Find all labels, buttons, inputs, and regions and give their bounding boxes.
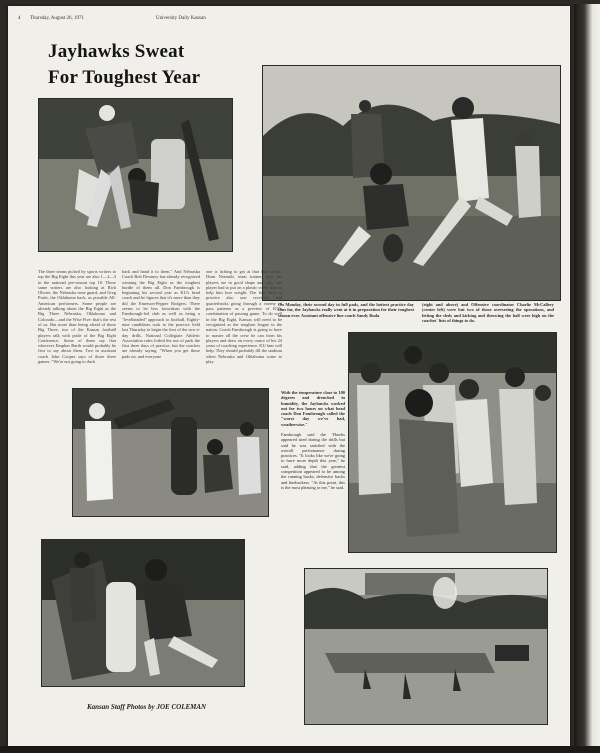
story-column-3: one is itching to get at that first tackle. Dean Nesmith, team trainer, says the players are in good shape and only one player had to put on a plastic sweat shirt to help him lose weight. The first days of practice also saw receivers and quarterbacks going through a variety of pass patterns as a preview of KU's combination of passing game. To do well in the Big Eight, Kansas will need to be recognized as the toughest league in the nation. Coach Fambrough is going to have to master all the crew he can from his players and draw on every ounce of his 24 years of coaching experience. KU fans will help. They should probably fill the stadium when Nebraska and Oklahoma come to play.: [206, 269, 282, 365]
headline: [48, 39, 258, 91]
photo-credit: Kansan Staff Photos by JOE COLEMAN: [87, 703, 207, 711]
blocking-sled-drill-photo: [38, 98, 233, 252]
issue-date: Thursday, August 26, 1971: [30, 16, 84, 21]
headline-line-1: Jayhawks Sweat: [48, 41, 185, 62]
caption-middle-lead: With the temperature close to 100 degrees and drenched in humidity, the Jayhawks worked out for two hours on what head coach Don Fambrough called the "worst day we've had, weatherwise.": [281, 390, 345, 427]
headline-line-2: For Toughest Year: [48, 67, 201, 88]
story-column-1: The three teams picked by sports writers to top the Big Eight this year are also 1—2—3 in the national pre-season top 10. These same writers are also looking at Rich Olivier, the Nebraska nose guard, and Greg Pruitt, the Oklahoma back, as possible All-American performers. Some people are already talking about the Big Eight as the Big Three Nebraska, Oklahoma and Colorado—and the Wise Five: that's the rest of us. But more than being afraid of these Big Three, two of the Kansas football players talk with pride of the Big Eight Conference. Some of them say that wherever Emphas Barth would probably be first to say about them. Two in assistant coach John Cooper says of those three games: "We're not going to duck: [38, 269, 116, 365]
tackling-dummy-drill-photo: [72, 388, 269, 517]
masthead-name: University Daily Kansan: [156, 16, 206, 21]
caption-top-left: On Monday, their second day in full pads, and the hottest practice day thus far, the Jayhawks really went at it in preparation for their toughest season ever. Assistant offensive line coach Sandy Buda: [278, 302, 414, 318]
blocking-machine-photo: [41, 539, 245, 687]
scan-bottom-edge: [0, 746, 600, 753]
story-column-2: back and hand it to them." And Nebraska Coach Bob Devaney has already recognized winning the Big Eight as the toughest hurdle of them all. Don Fambrough is beginning his second year as KU's head coach and he figures that it's more than they did the Emerson-Pepper Rodgers. There seems to be less favoritism with the Fambrough-led club as well as being a "levelheaded" approach to football. Eighty-nine candidates took to the practice field last Thursday to begin the first of the two-a-day drills. National Collegiate Athletic Association rules forbid the use of pads the first three days of practice, but the coaches are already saying, "When you get those pads on, and everyone: [122, 269, 200, 359]
caption-middle-body: Fambrough said the 'Hawks appeared tired during the drills but said he was satisfied with the overall performance during practices. "It looks like we're going to have more depth this year," he said, adding that the greatest competition appeared to be among the running backs, defensive backs and linebackers. "At this point, this is the most pleasing to me," he said.: [281, 432, 345, 490]
newspaper-page: [8, 6, 570, 746]
caption-top-right: (right and above) and Offensive coordinator Charlie McCallery (center left) were but two of those overseeing the operations, and letting the sleds and kicking and throwing the ball were high on the coaches' lists of things to do.: [422, 302, 554, 323]
linemen-huddle-photo: [348, 332, 557, 553]
page-number: 4: [18, 16, 21, 21]
placekick-practice-photo: [262, 65, 561, 301]
practice-field-aerial-photo: [304, 568, 548, 725]
next-page-edge: [574, 4, 600, 753]
